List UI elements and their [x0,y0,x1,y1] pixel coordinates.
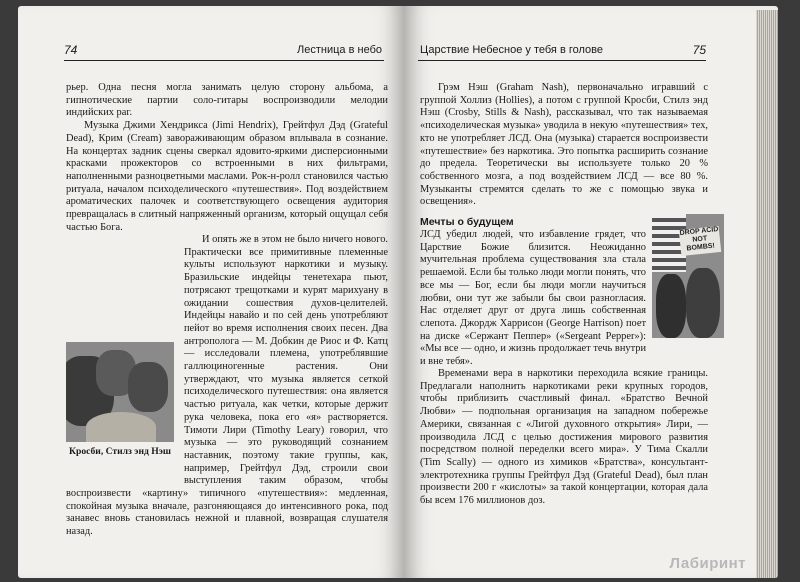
left-paragraph-3: И опять же в этом не было ничего нового. Практически все примитивные племенные культы используют наркотики и музыку. Бразильские индейцы тенетехара пьют, потрясают трещотками и курят марихуану в ожидании сошествия духов-целителей. Индейцы навайо и по сей день употребляют пейот во время исполнения своих песен. Два антрополога — М. Добкин де Риос и Ф. Катц — исследовали племена, употреблявшие галлюциногенные растения. Они утверждают, что музыка является сеткой психоделического путешествия: она является частью ритуала, как четки, которые держит рука человека, пока его «я» растворяется. Тимоти Лири (Timothy Leary) говорил, что музыка — это руководящий сознанием наставник, поэтому такие группы, как, например, Грейтфул Дэд, строили свои выступления таким образом, чтобы воспроизвести «картину» типичного «путешествия»: медленная, спокойная музыка вначале, разгоняющаяся до интенсивного рока, под занавес вновь становилась нежной и плавной, возвращая слушателя назад. [66,234,388,538]
photo-caption: Кросби, Стилз энд Нэш [69,446,171,457]
left-page [18,6,404,578]
left-header [64,44,384,61]
left-paragraph-1: рьер. Одна песня могла занимать целую сторону альбома, а гипнотические партии соло-гитары воспроизводили мелодии индийских раг. [66,82,388,119]
band-member-right [128,362,168,412]
page-edges [756,10,778,578]
book-spread [18,6,778,578]
right-paragraph-1-text: Грэм Нэш (Graham Nash), первоначально игравший с группой Холлиз (Hollies), а потом с группой Кросби, Стилз энд Нэш (Crosby, Stills & Nash), рассказывал, что так называемая «психоделическая музыка» уводила в некую «путешествия» тех, кто не употребляет ЛСД. Она (музыка) старается воспроизвести «путешествие» без наркотика. Это попытка расширить сознание до предела. Теоретически вы используете только 20 % собственного мозга, а под воздействием ЛСД — все 80 %. Музыканты стремятся сделать то же с помощью звука и освещения». [420,82,708,208]
watermark-logo: Лабиринт [669,555,746,572]
guitar-shape [86,412,156,442]
left-body-text [66,82,388,234]
right-paragraph-2-text: ЛСД убедил людей, что избавление грядет, что Царствие Божие близится. Неожиданно мучительная проблема существования зла стала решаемой. Если бы только люди могли понять, что все мы — Бог, если бы люди могли научиться любви, они тут же забыли бы свои разногласия. Нас отделяет друг от друга лишь собственная слепота. Джордж Харрисон (George Harrison) поет на диске «Сержант Пеппер» («Sergeant Pepper»): «Мы все — одно, и жизнь продолжает течь внутри и вне тебя». [420,229,646,368]
right-paragraph-3-text: Временами вера в наркотики переходила всякие границы. Предлагали наполнить наркотиками реки крупных городов, чтобы приблизить счастливый финал. «Братство Вечной Любви» — подпольная организация на западном побережье Америки, связанная с «Лигой духовного открытия» Лири, — производила ЛСД с целью достижения мирового развития посредством полной переделки всего мира». У Тима Скалли (Tim Scally) — одного из химиков «Братства», консультант-электротехника группы Грейтфул Дэд (Grateful Dead), был план произвести 200 г «кислоты» за такой концертации, которая дала бы всем 176 миллионов доз. [420,368,708,507]
section-subheading: Мечты о будущем [420,216,514,228]
right-paragraph-2 [420,229,646,369]
right-page-number: 75 [692,43,706,57]
band-photo [66,342,174,442]
left-page-number: 74 [64,43,78,57]
right-running-title: Царствие Небесное у тебя в голове [420,44,603,56]
protest-photo [652,214,724,338]
right-paragraph-1 [420,82,708,209]
left-paragraph-2: Музыка Джими Хендрикса (Jimi Hendrix), Грейтфул Дэд (Grateful Dead), Крим (Cream) завораживающим образом вплывала в сознание. На концертах задник сцены сверкал ядовито-яркими дисперсионными красками прожекторов со встроенными в них фильтрами, наполненными разноцветными маслами. Рок-н-ролл становился частью ритуала, началом психоделического «путешествия». Под воздействием ароматических палочек и соответствующего освещения аудитория превращалась в слитный напряженный организм, который ощущал себя частью Бога. [66,120,388,233]
right-header [418,44,706,61]
protest-sign: DROP ACID NOT BOMBS! [679,226,721,256]
protester-right [686,268,720,338]
left-running-title: Лестница в небо [297,44,382,56]
right-paragraph-3 [420,368,708,508]
protester-left [656,274,686,338]
right-page [404,6,778,578]
